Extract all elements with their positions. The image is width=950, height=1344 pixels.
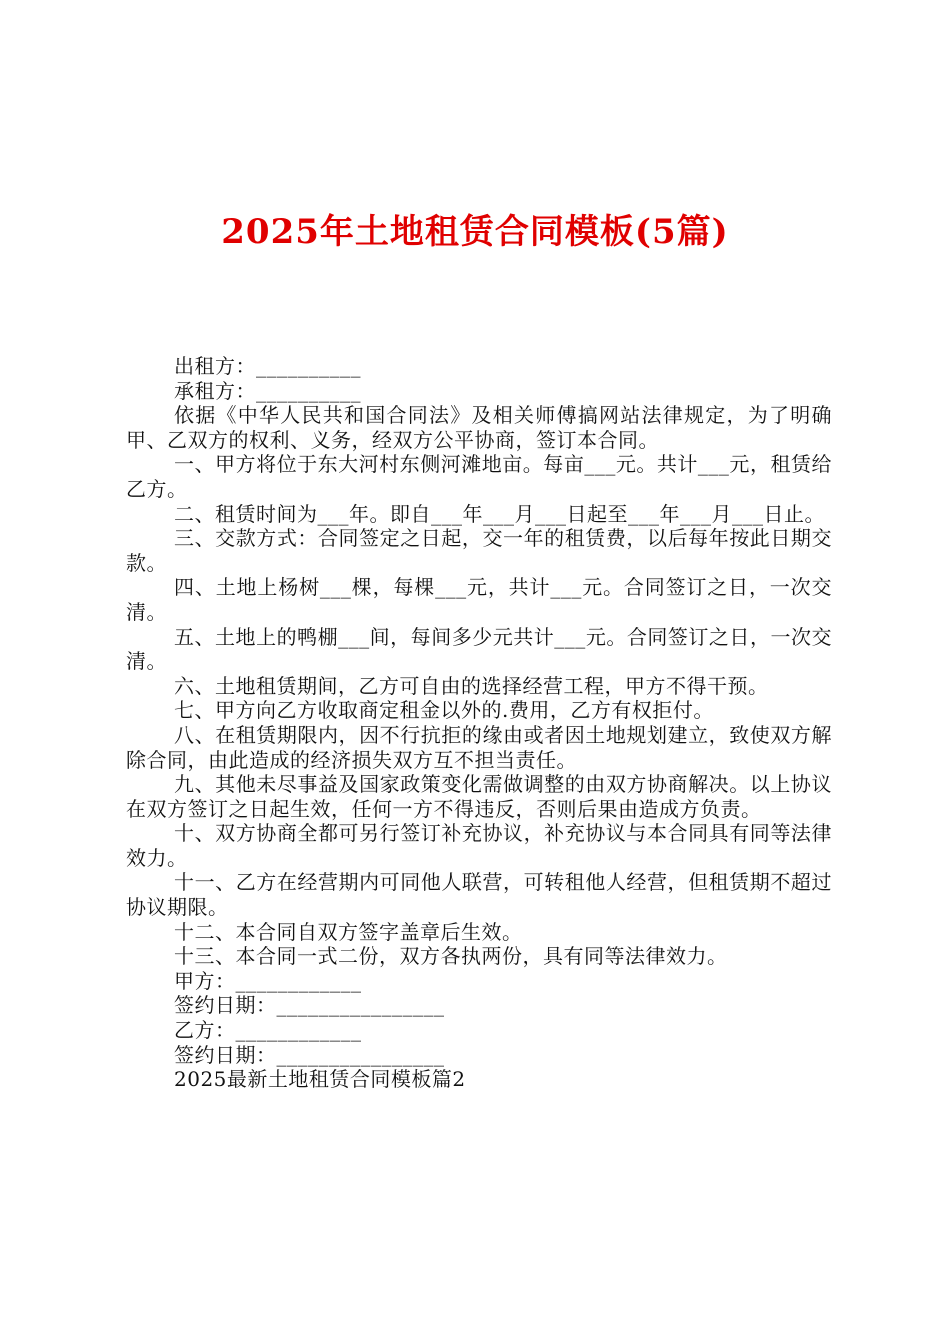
clause-7: 七、甲方向乙方收取商定租金以外的.费用，乙方有权拒付。	[174, 698, 714, 723]
signature-party-b: 乙方：____________	[174, 1018, 362, 1043]
clause-4: 四、土地上杨树___棵，每棵___元，共计___元。合同签订之日，一次交清。	[126, 575, 832, 624]
paragraph-preamble: 依据《中华人民共和国合同法》及相关师傅搞网站法律规定，为了明确甲、乙双方的权利、义务，经双方公平协商，签订本合同。	[126, 403, 832, 452]
signature-date-a: 签约日期：________________	[174, 993, 445, 1018]
document-title: 2025年土地租赁合同模板(5篇)	[221, 212, 729, 252]
clause-3: 三、交款方式：合同签定之日起，交一年的租赁费，以后每年按此日期交款。	[126, 526, 832, 575]
next-section-heading: 2025最新土地租赁合同模板篇2	[174, 1067, 466, 1092]
clause-1: 一、甲方将位于东大河村东侧河滩地亩。每亩___元。共计___元，租赁给乙方。	[126, 452, 832, 501]
document-body	[126, 354, 832, 1092]
clause-2: 二、租赁时间为___年。即自___年___月___日起至___年___月___日止。	[174, 501, 825, 526]
paragraph-lessee: 承租方：__________	[174, 378, 361, 403]
signature-party-a: 甲方：____________	[174, 968, 362, 993]
clause-6: 六、土地租赁期间，乙方可自由的选择经营工程，甲方不得干预。	[174, 673, 769, 698]
clause-12: 十二、本合同自双方签字盖章后生效。	[174, 919, 523, 944]
clause-9: 九、其他未尽事益及国家政策变化需做调整的由双方协商解决。以上协议在双方签订之日起生效，任何一方不得违反，否则后果由造成方负责。	[126, 772, 832, 821]
signature-date-b: 签约日期：________________	[174, 1042, 445, 1067]
clause-13: 十三、本合同一式二份，双方各执两份，具有同等法律效力。	[174, 944, 728, 969]
clause-10: 十、双方协商全都可另行签订补充协议，补充协议与本合同具有同等法律效力。	[126, 821, 832, 870]
paragraph-lessor: 出租方：__________	[174, 354, 361, 378]
clause-5: 五、土地上的鸭棚___间，每间多少元共计___元。合同签订之日，一次交清。	[126, 624, 832, 674]
clause-8: 八、在租赁期限内，因不行抗拒的缘由或者因土地规划建立，致使双方解除合同，由此造成的经济损失双方互不担当责任。	[126, 722, 832, 772]
clause-11: 十一、乙方在经营期内可同他人联营，可转租他人经营，但租赁期不超过协议期限。	[126, 870, 832, 920]
